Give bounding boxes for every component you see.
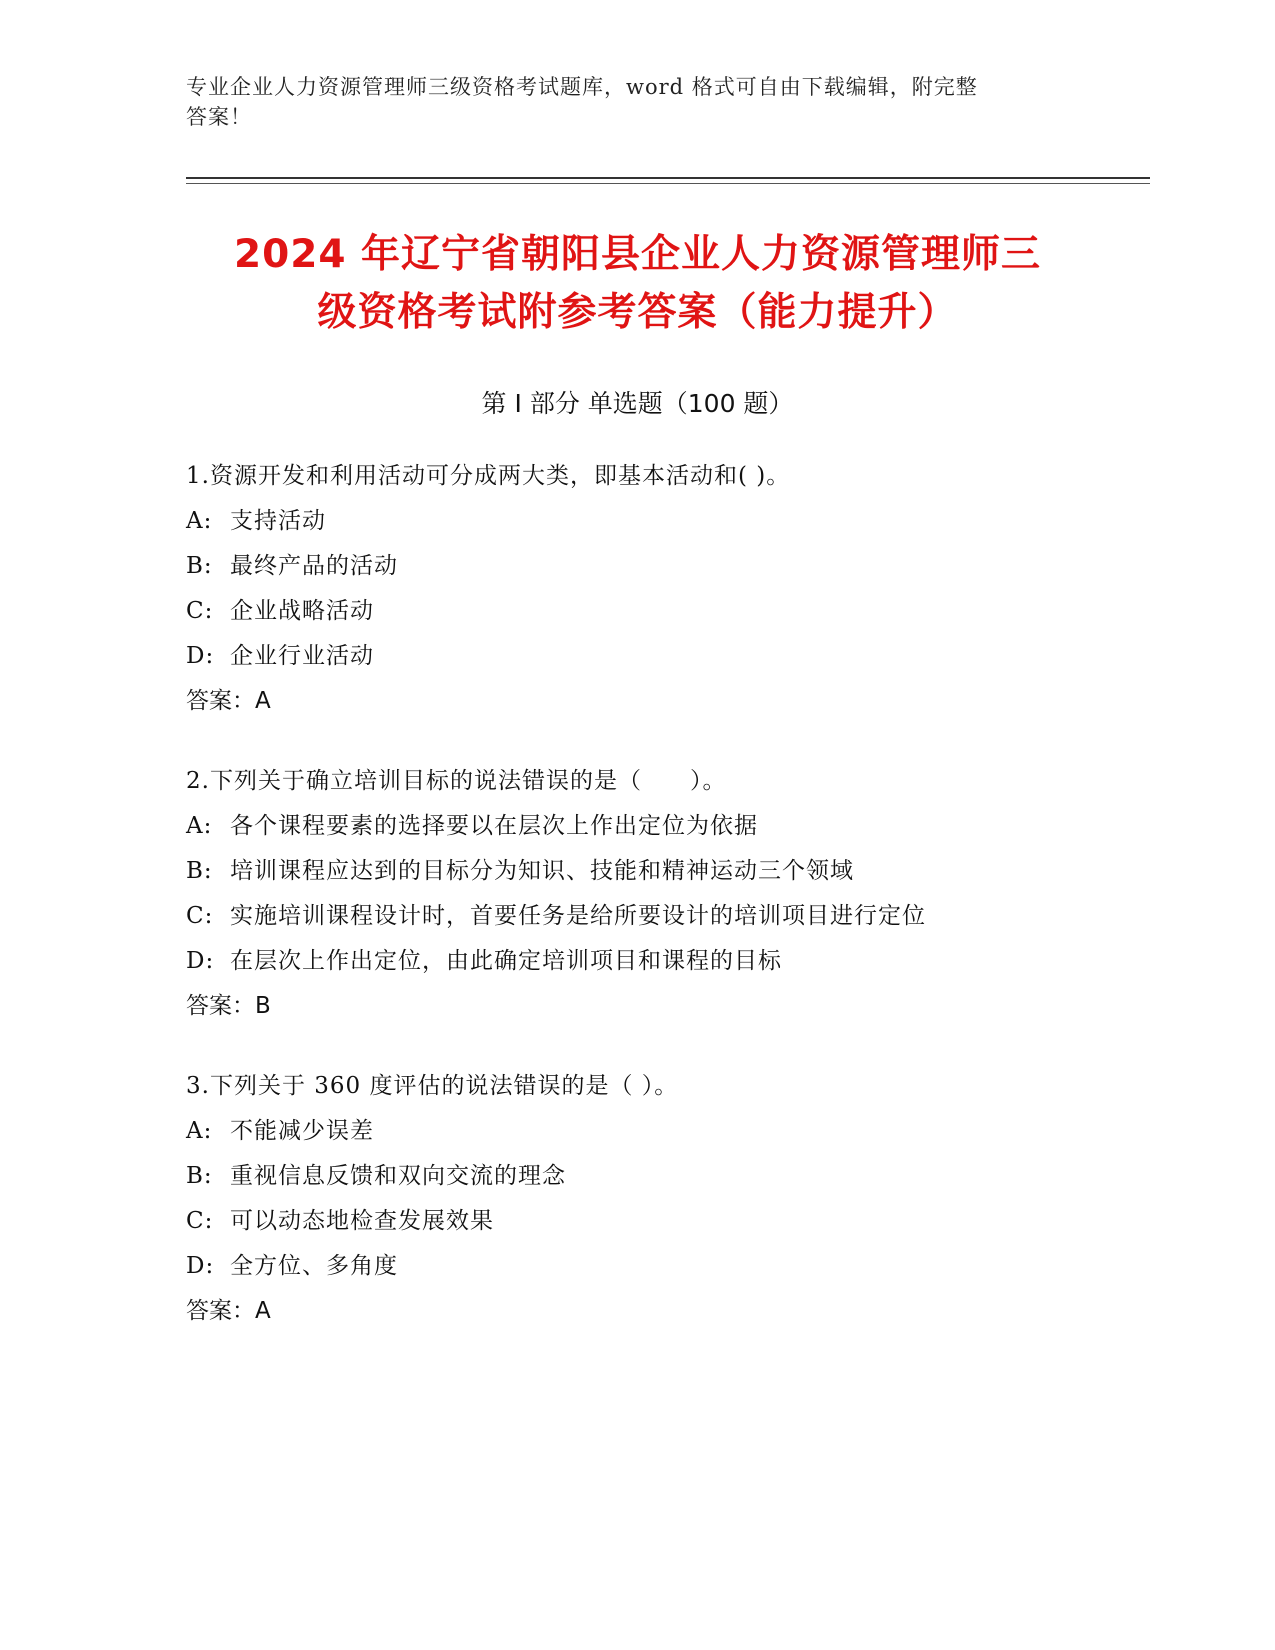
- document-title: [150, 226, 1125, 342]
- option-letter: C:: [186, 1208, 214, 1234]
- option-text: 实施培训课程设计时，首要任务是给所要设计的培训项目进行定位: [230, 903, 926, 929]
- answer: 答案：A: [186, 688, 271, 714]
- answer: 答案：A: [186, 1298, 271, 1324]
- option-a: [186, 804, 1126, 849]
- option-a: [186, 1109, 1126, 1154]
- option-c: [186, 1199, 1126, 1244]
- option-d: [186, 634, 1126, 679]
- option-text: 支持活动: [230, 508, 326, 534]
- section-heading: 第 I 部分 单选题（100 题）: [481, 389, 794, 418]
- option-text: 各个课程要素的选择要以在层次上作出定位为依据: [230, 813, 758, 839]
- option-letter: A:: [186, 508, 213, 534]
- option-letter: D:: [186, 948, 215, 974]
- question-stem: 2.下列关于确立培训目标的说法错误的是（ ）。: [186, 768, 727, 794]
- option-letter: B:: [186, 553, 213, 579]
- option-text: 最终产品的活动: [230, 553, 398, 579]
- header-note-line-1: 专业企业人力资源管理师三级资格考试题库，word 格式可自由下载编辑，附完整: [186, 75, 978, 99]
- header-note-line-2: 答案！: [186, 105, 252, 129]
- question-1: [186, 454, 1126, 724]
- option-text: 不能减少误差: [230, 1118, 374, 1144]
- option-text: 培训课程应达到的目标分为知识、技能和精神运动三个领域: [230, 858, 854, 884]
- option-a: [186, 499, 1126, 544]
- option-letter: C:: [186, 903, 214, 929]
- option-c: [186, 589, 1126, 634]
- option-text: 可以动态地检查发展效果: [230, 1208, 494, 1234]
- option-d: [186, 939, 1126, 984]
- option-text: 企业行业活动: [230, 643, 374, 669]
- question-stem: 3.下列关于 360 度评估的说法错误的是（ ）。: [186, 1073, 679, 1099]
- header-rule-thick: [186, 177, 1150, 179]
- option-text: 在层次上作出定位，由此确定培训项目和课程的目标: [230, 948, 782, 974]
- option-letter: A:: [186, 813, 213, 839]
- option-letter: A:: [186, 1118, 213, 1144]
- document-title-line-1: 2024 年辽宁省朝阳县企业人力资源管理师三: [233, 232, 1042, 277]
- question-2: [186, 759, 1126, 1029]
- option-c: [186, 894, 1126, 939]
- option-letter: C:: [186, 598, 214, 624]
- option-letter: B:: [186, 858, 213, 884]
- question-stem: 1.资源开发和利用活动可分成两大类，即基本活动和( )。: [186, 463, 791, 489]
- option-text: 重视信息反馈和双向交流的理念: [230, 1163, 566, 1189]
- option-b: [186, 849, 1126, 894]
- option-text: 全方位、多角度: [230, 1253, 398, 1279]
- header-note: [186, 72, 1086, 132]
- option-b: [186, 544, 1126, 589]
- option-letter: B:: [186, 1163, 213, 1189]
- answer: 答案：B: [186, 993, 271, 1019]
- option-letter: D:: [186, 643, 215, 669]
- question-3: [186, 1064, 1126, 1334]
- document-title-line-2: 级资格考试附参考答案（能力提升）: [317, 290, 958, 335]
- option-b: [186, 1154, 1126, 1199]
- option-text: 企业战略活动: [230, 598, 374, 624]
- option-d: [186, 1244, 1126, 1289]
- option-letter: D:: [186, 1253, 215, 1279]
- header-rule-thin: [186, 183, 1150, 184]
